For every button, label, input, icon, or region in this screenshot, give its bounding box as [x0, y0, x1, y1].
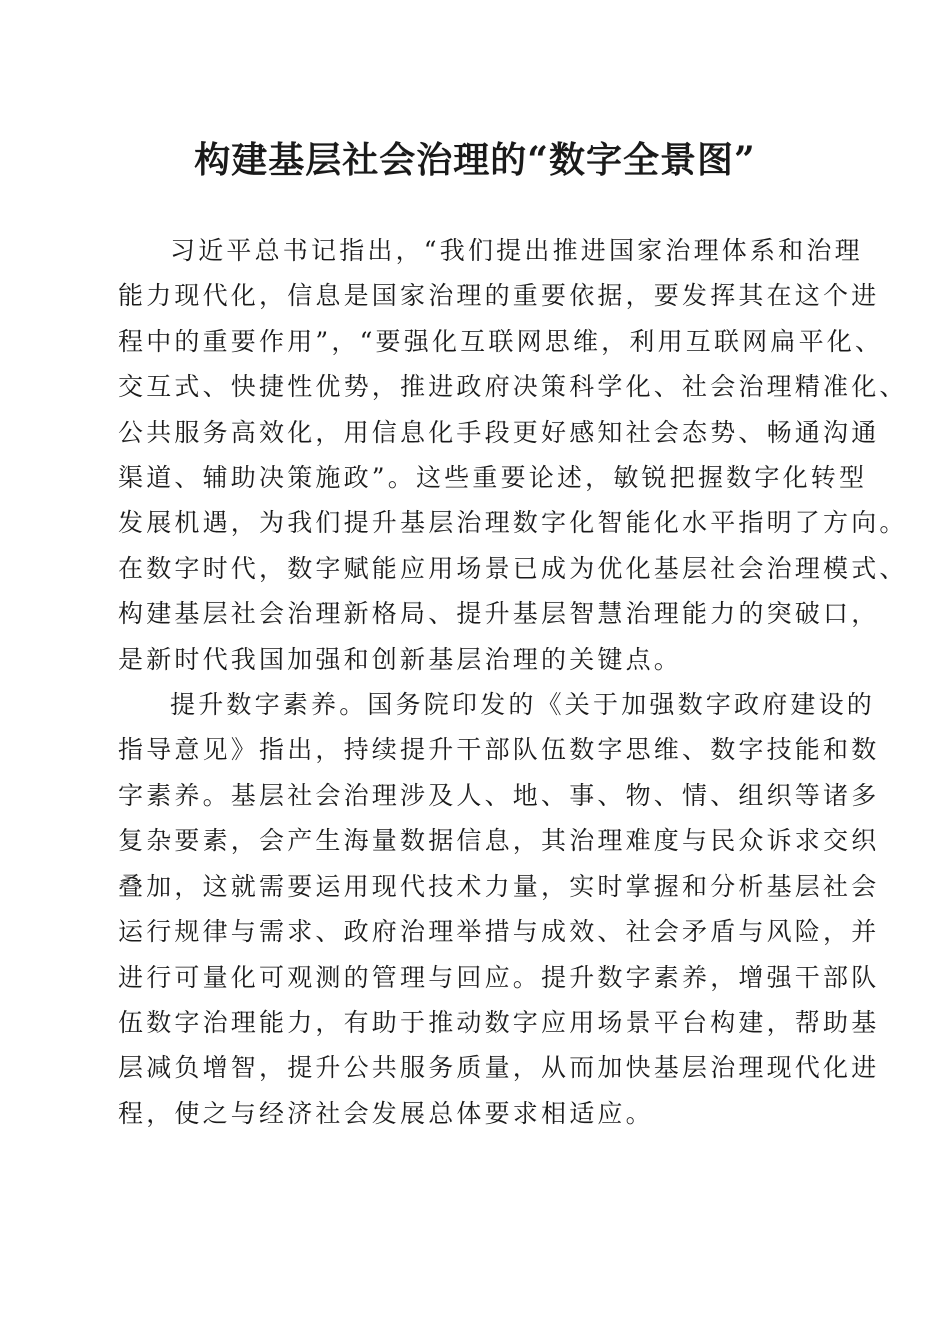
paragraph-intro: [118, 228, 908, 682]
text-line: 指导意见》指出，持续提升干部队伍数字思维、数字技能和数: [118, 735, 880, 765]
text-line: 伍数字治理能力，有助于推动数字应用场景平台构建，帮助基: [118, 1007, 880, 1037]
text-line: 复杂要素，会产生海量数据信息，其治理难度与民众诉求交织: [118, 826, 880, 856]
paragraph-digital-literacy: [118, 682, 880, 1136]
text-line: 字素养。基层社会治理涉及人、地、事、物、情、组织等诸多: [118, 780, 880, 810]
text-line: 层减负增智，提升公共服务质量，从而加快基层治理现代化进: [118, 1053, 880, 1083]
text-line: 程，使之与经济社会发展总体要求相适应。: [118, 1098, 654, 1128]
text-line: 提升数字素养。国务院印发的《关于加强数字政府建设的: [170, 690, 876, 720]
text-line: 程中的重要作用”，“要强化互联网思维，利用互联网扁平化、: [118, 326, 884, 356]
text-line: 进行可量化可观测的管理与回应。提升数字素养，增强干部队: [118, 962, 880, 992]
text-line: 公共服务高效化，用信息化手段更好感知社会态势、畅通沟通: [118, 417, 880, 447]
text-line: 交互式、快捷性优势，推进政府决策科学化、社会治理精准化、: [118, 372, 908, 402]
text-line: 渠道、辅助决策施政”。这些重要论述，敏锐把握数字化转型: [118, 463, 868, 493]
text-line: 能力现代化，信息是国家治理的重要依据，要发挥其在这个进: [118, 281, 880, 311]
text-line: 发展机遇，为我们提升基层治理数字化智能化水平指明了方向。: [118, 508, 908, 538]
text-line: 运行规律与需求、政府治理举措与成效、社会矛盾与风险，并: [118, 917, 880, 947]
document-body: [118, 228, 908, 1136]
text-line: 构建基层社会治理新格局、提升基层智慧治理能力的突破口，: [118, 599, 880, 629]
text-line: 在数字时代，数字赋能应用场景已成为优化基层社会治理模式、: [118, 553, 908, 583]
document-title: 构建基层社会治理的“数字全景图”: [194, 139, 756, 181]
text-line: 叠加，这就需要运用现代技术力量，实时掌握和分析基层社会: [118, 871, 880, 901]
text-line: 习近平总书记指出，“我们提出推进国家治理体系和治理: [170, 236, 863, 265]
text-line: 是新时代我国加强和创新基层治理的关键点。: [118, 644, 683, 674]
